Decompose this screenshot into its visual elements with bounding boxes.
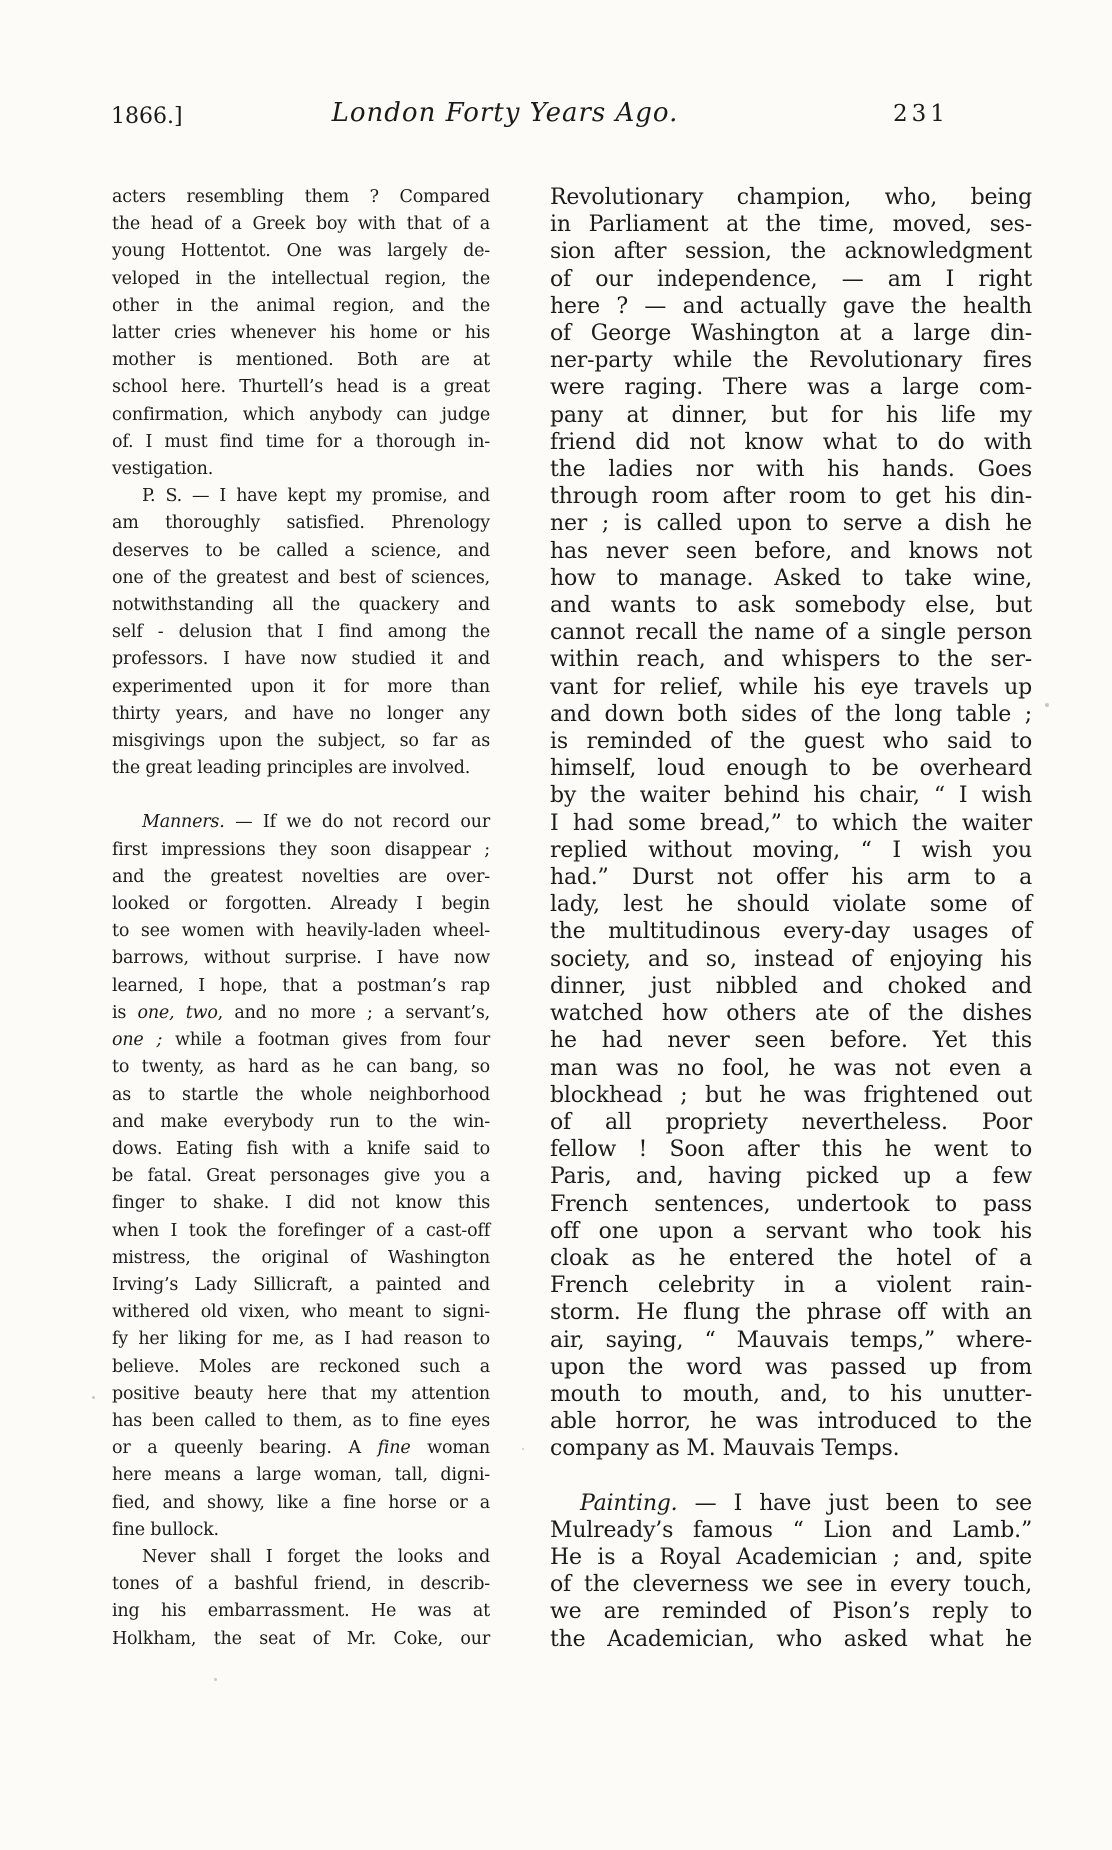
text-line: cannot recall the name of a single person bbox=[550, 620, 1032, 646]
text-line: cloak as he entered the hotel of a bbox=[550, 1245, 1032, 1271]
text-line: tones of a bashful friend, in describ- bbox=[112, 1574, 490, 1595]
text-line: here means a large woman, tall, digni- bbox=[112, 1465, 490, 1486]
text-line: French celebrity in a violent rain- bbox=[550, 1273, 1032, 1299]
text-line: had.” Durst not offer his arm to a bbox=[550, 865, 1032, 891]
text-line: sion after session, the acknowledgment bbox=[550, 239, 1032, 265]
text-line: thirty years, and have no longer any bbox=[112, 703, 490, 724]
text-run: or a queenly bearing. A bbox=[112, 1438, 378, 1459]
text-line: finger to shake. I did not know this bbox=[112, 1193, 490, 1214]
text-line: fy her liking for me, as I had reason to bbox=[112, 1329, 490, 1350]
text-line: and the greatest novelties are over- bbox=[112, 866, 490, 887]
italic-text-run: Manners. bbox=[142, 812, 225, 833]
text-run: woman bbox=[410, 1438, 490, 1459]
text-line: has never seen before, and knows not bbox=[550, 538, 1032, 564]
text-line: Paris, and, having picked up a few bbox=[550, 1164, 1032, 1190]
text-line: is reminded of the guest who said to bbox=[550, 729, 1032, 755]
text-line: misgivings upon the subject, so far as bbox=[112, 731, 490, 752]
text-run: — I have just been to see bbox=[677, 1490, 1032, 1516]
italic-text-run: fine bbox=[377, 1438, 411, 1459]
text-line: looked or forgotten. Already I begin bbox=[112, 894, 490, 915]
text-line: of our independence, — am I right bbox=[550, 266, 1032, 292]
text-line: air, saying, “ Mauvais temps,” where- bbox=[550, 1327, 1032, 1353]
text-line: barrows, without surprise. I have now bbox=[112, 948, 490, 969]
text-line: able horror, he was introduced to the bbox=[550, 1409, 1032, 1435]
text-line: other in the animal region, and the bbox=[112, 295, 490, 316]
text-line: acters resembling them ? Compared bbox=[112, 187, 490, 207]
text-line: He is a Royal Academician ; and, spite bbox=[550, 1544, 1032, 1570]
text-line: be fatal. Great personages give you a bbox=[112, 1166, 490, 1187]
text-line: company as M. Mauvais Temps. bbox=[550, 1436, 900, 1462]
text-line: Holkham, the seat of Mr. Coke, our bbox=[112, 1628, 490, 1649]
text-line: we are reminded of Pison’s reply to bbox=[550, 1599, 1032, 1625]
text-line: veloped in the intellectual region, the bbox=[112, 268, 490, 289]
text-line: experimented upon it for more than bbox=[112, 676, 490, 697]
text-line: of. I must find time for a thorough in- bbox=[112, 431, 490, 452]
text-line: and make everybody run to the win- bbox=[112, 1111, 490, 1132]
paragraph-block bbox=[112, 483, 490, 782]
text-line: and wants to ask somebody else, but bbox=[550, 593, 1032, 619]
text-line: were raging. There was a large com- bbox=[550, 375, 1032, 401]
text-line: self - delusion that I find among the bbox=[112, 622, 490, 643]
text-line: through room after room to get his din- bbox=[550, 484, 1032, 510]
text-line: deserves to be called a science, and bbox=[112, 540, 490, 561]
text-line: as to startle the whole neighborhood bbox=[112, 1084, 490, 1105]
text-line: ner ; is called upon to serve a dish he bbox=[550, 511, 1032, 537]
paper-speck bbox=[92, 1396, 95, 1399]
text-line: one of the greatest and best of sciences, bbox=[112, 567, 490, 588]
text-line: pany at dinner, but for his life my bbox=[550, 402, 1032, 428]
text-line: here ? — and actually gave the health bbox=[550, 293, 1032, 319]
text-line: has been called to them, as to fine eyes bbox=[112, 1410, 490, 1431]
text-line: fellow ! Soon after this he went to bbox=[550, 1137, 1032, 1163]
text-line: replied without moving, “ I wish you bbox=[550, 837, 1032, 863]
text-line: confirmation, which anybody can judge bbox=[112, 404, 490, 425]
text-line: of George Washington at a large din- bbox=[550, 321, 1032, 347]
text-line: to twenty, as hard as he can bang, so bbox=[112, 1057, 490, 1078]
left-column bbox=[112, 184, 490, 1653]
text-line: to see women with heavily-laden wheel- bbox=[112, 921, 490, 942]
page-title: London Forty Years Ago. bbox=[331, 98, 679, 128]
text-line: friend did not know what to do with bbox=[550, 429, 1032, 455]
paper-speck bbox=[1045, 703, 1049, 707]
text-run: , and no more ; a servant’s, bbox=[217, 1002, 490, 1023]
text-run: while a footman gives from four bbox=[162, 1030, 490, 1051]
text-line: vant for relief, while his eye travels up bbox=[550, 674, 1032, 700]
text-line: dinner, just nibbled and choked and bbox=[550, 973, 1032, 999]
paper-speck bbox=[214, 1678, 217, 1681]
right-column bbox=[550, 184, 1032, 1653]
text-line: professors. I have now studied it and bbox=[112, 649, 490, 670]
text-line: mother is mentioned. Both are at bbox=[112, 350, 490, 371]
text-line: society, and so, instead of enjoying his bbox=[550, 946, 1032, 972]
text-line: the head of a Greek boy with that of a bbox=[112, 214, 490, 235]
text-line: P. S. — I have kept my promise, and bbox=[142, 486, 490, 507]
text-line: watched how others ate of the dishes bbox=[550, 1001, 1032, 1027]
italic-text-run: one, two bbox=[137, 1002, 218, 1023]
text-line: the Academician, who asked what he bbox=[550, 1626, 1032, 1652]
text-line: Mulready’s famous “ Lion and Lamb.” bbox=[550, 1517, 1032, 1543]
text-line: the ladies nor with his hands. Goes bbox=[550, 457, 1032, 483]
text-line: off one upon a servant who took his bbox=[550, 1218, 1032, 1244]
text-line: in Parliament at the time, moved, ses- bbox=[550, 212, 1032, 238]
text-line: of all propriety nevertheless. Poor bbox=[550, 1109, 1032, 1135]
text-line: ner-party while the Revolutionary fires bbox=[550, 348, 1032, 374]
italic-text-run: one ; bbox=[112, 1030, 163, 1051]
text-line: the great leading principles are involved. bbox=[112, 758, 471, 779]
paper-speck bbox=[522, 1448, 524, 1450]
text-line: dows. Eating fish with a knife said to bbox=[112, 1138, 490, 1159]
italic-text-run: Painting. bbox=[580, 1490, 678, 1516]
text-line: young Hottentot. One was largely de- bbox=[112, 241, 490, 262]
text-line: within reach, and whispers to the ser- bbox=[550, 647, 1032, 673]
text-line: latter cries whenever his home or his bbox=[112, 323, 490, 344]
text-line: himself, loud enough to be overheard bbox=[550, 756, 1032, 782]
text-line: upon the word was passed up from bbox=[550, 1354, 1032, 1380]
text-line: of the cleverness we see in every touch, bbox=[550, 1572, 1032, 1598]
text-line: positive beauty here that my attention bbox=[112, 1383, 490, 1404]
text-run: — If we do not record our bbox=[224, 812, 490, 833]
text-line bbox=[112, 1435, 490, 1462]
text-line: fied, and showy, like a fine horse or a bbox=[112, 1492, 490, 1513]
text-line: notwithstanding all the quackery and bbox=[112, 595, 490, 616]
text-line: when I took the forefinger of a cast-off bbox=[112, 1220, 490, 1241]
text-line: Irving’s Lady Sillicraft, a painted and bbox=[112, 1274, 490, 1295]
paragraph-block bbox=[550, 1490, 1032, 1653]
text-line bbox=[112, 1027, 490, 1054]
text-line: learned, I hope, that a postman’s rap bbox=[112, 975, 490, 996]
text-line: the multitudinous every-day usages of bbox=[550, 919, 1032, 945]
text-line: withered old vixen, who meant to signi- bbox=[112, 1302, 490, 1323]
text-line: mistress, the original of Washington bbox=[112, 1247, 490, 1268]
text-line bbox=[112, 1000, 490, 1027]
page-number: 231 bbox=[893, 101, 949, 127]
header-year: 1866.] bbox=[111, 104, 183, 129]
text-line: Never shall I forget the looks and bbox=[142, 1546, 490, 1567]
text-line bbox=[112, 809, 490, 836]
text-line bbox=[550, 1490, 1032, 1517]
text-line: and down both sides of the long table ; bbox=[550, 701, 1032, 727]
text-line: man was no fool, he was not even a bbox=[550, 1055, 1032, 1081]
text-line: believe. Moles are reckoned such a bbox=[112, 1356, 490, 1377]
text-line: French sentences, undertook to pass bbox=[550, 1191, 1032, 1217]
text-line: storm. He flung the phrase off with an bbox=[550, 1300, 1032, 1326]
text-line: vestigation. bbox=[112, 459, 214, 480]
text-line: school here. Thurtell’s head is a great bbox=[112, 377, 490, 398]
text-line: am thoroughly satisfied. Phrenology bbox=[112, 513, 490, 534]
text-run: is bbox=[112, 1002, 138, 1023]
paragraph-block bbox=[112, 184, 490, 483]
text-line: fine bullock. bbox=[112, 1519, 219, 1540]
text-line: he had never seen before. Yet this bbox=[550, 1028, 1032, 1054]
text-line: first impressions they soon disappear ; bbox=[112, 839, 490, 860]
paragraph-block bbox=[112, 1544, 490, 1653]
text-line: lady, lest he should violate some of bbox=[550, 892, 1032, 918]
text-line: ing his embarrassment. He was at bbox=[112, 1601, 490, 1622]
text-line: how to manage. Asked to take wine, bbox=[550, 565, 1032, 591]
paragraph-block bbox=[112, 809, 490, 1543]
paragraph-block bbox=[550, 184, 1032, 1463]
text-line: blockhead ; but he was frightened out bbox=[550, 1082, 1032, 1108]
text-line: mouth to mouth, and, to his unutter- bbox=[550, 1381, 1032, 1407]
text-line: by the waiter behind his chair, “ I wish bbox=[550, 783, 1032, 809]
text-line: I had some bread,” to which the waiter bbox=[550, 810, 1032, 836]
text-line: Revolutionary champion, who, being bbox=[550, 185, 1032, 210]
